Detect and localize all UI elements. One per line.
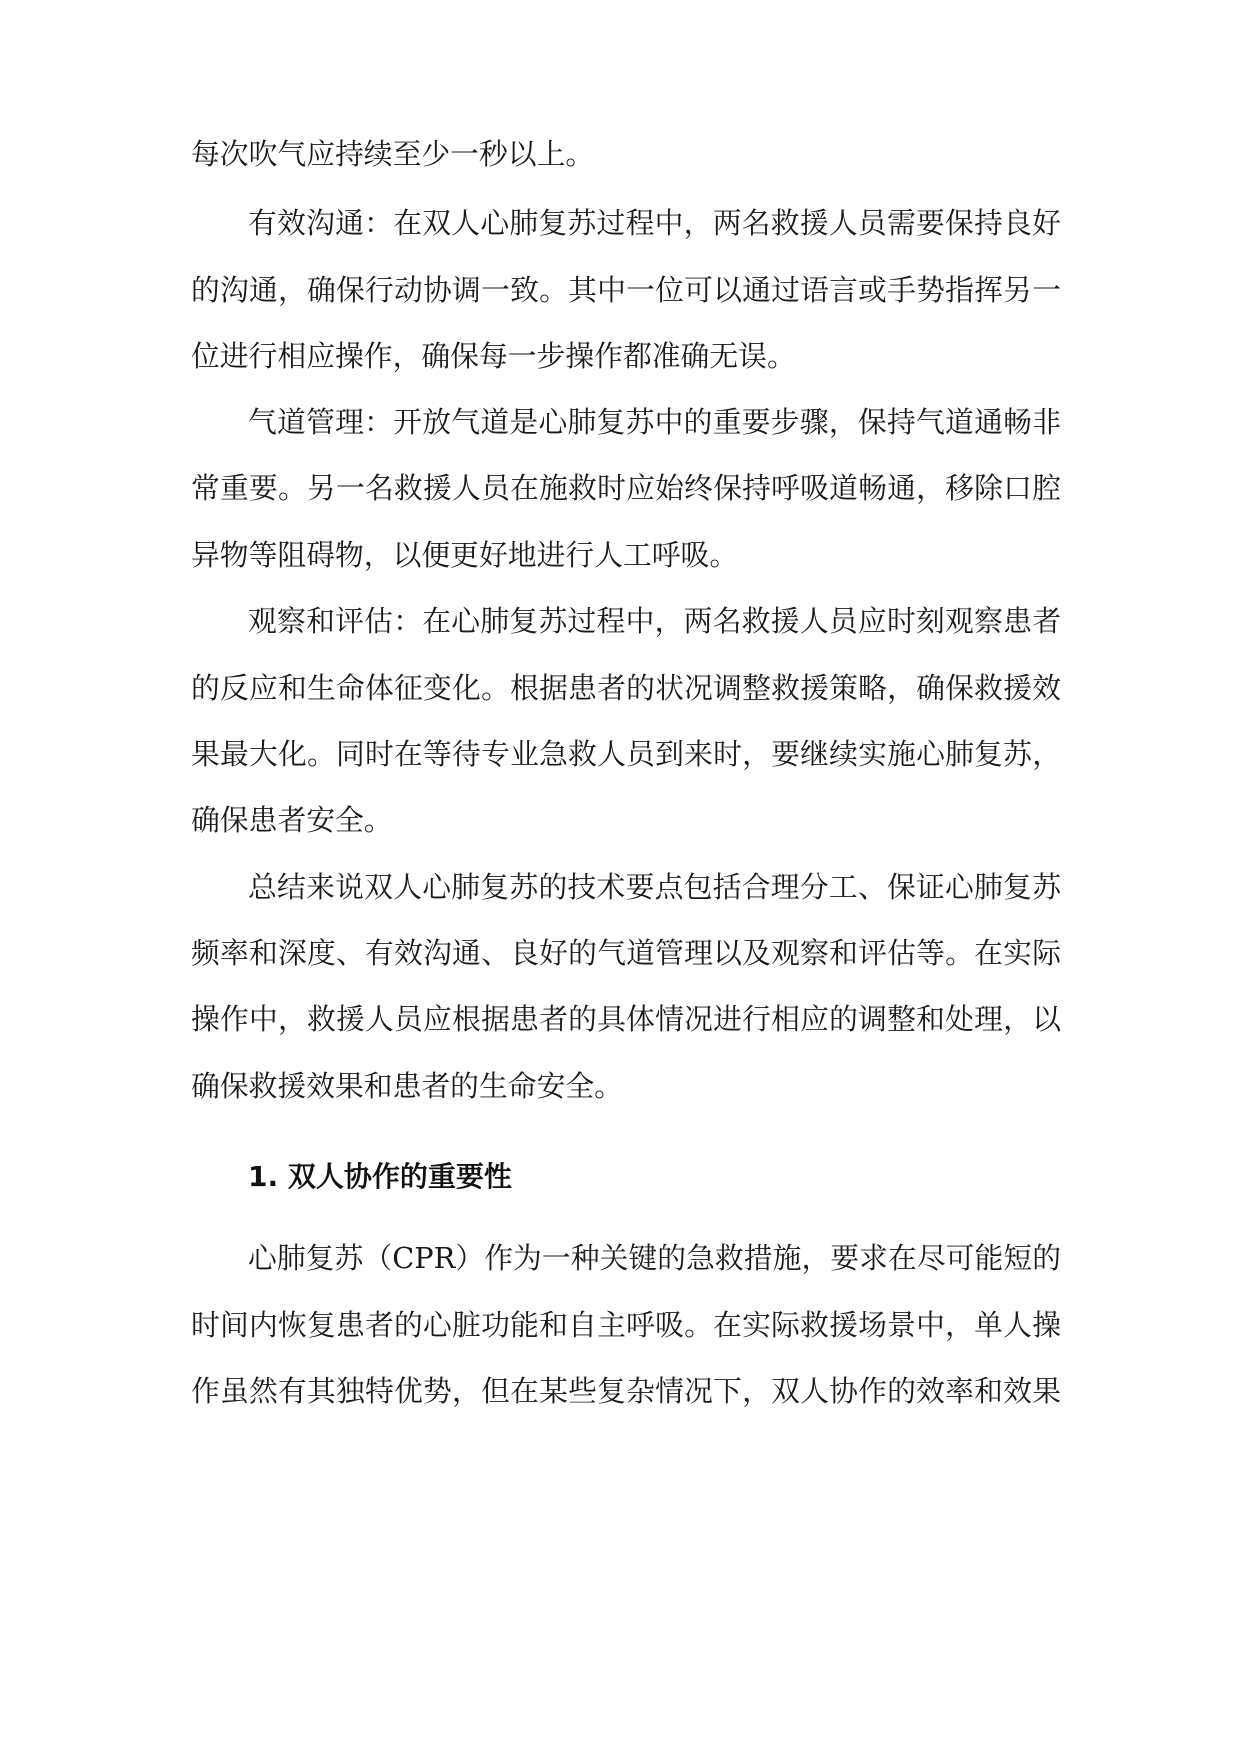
paragraph-line: 操作中，救援人员应根据患者的具体情况进行相应的调整和处理，以 xyxy=(191,1002,1061,1036)
section-heading: 1. 双人协作的重要性 xyxy=(248,1160,512,1193)
paragraph-line: 的反应和生命体征变化。根据患者的状况调整救援策略，确保救援效 xyxy=(191,671,1061,705)
paragraph-line: 位进行相应操作，确保每一步操作都准确无误。 xyxy=(191,339,796,373)
paragraph-line: 确保救援效果和患者的生命安全。 xyxy=(191,1069,623,1103)
paragraph-line: 气道管理：开放气道是心肺复苏中的重要步骤，保持气道通畅非 xyxy=(248,405,1061,439)
paragraph-line: 每次吹气应持续至少一秒以上。 xyxy=(191,137,595,171)
paragraph-line: 频率和深度、有效沟通、良好的气道管理以及观察和评估等。在实际 xyxy=(191,936,1061,970)
paragraph-line: 有效沟通：在双人心肺复苏过程中，两名救援人员需要保持良好 xyxy=(248,206,1061,240)
paragraph-line: 异物等阻碍物，以便更好地进行人工呼吸。 xyxy=(191,538,739,572)
paragraph-line: 确保患者安全。 xyxy=(191,803,393,837)
paragraph-line: 作虽然有其独特优势，但在某些复杂情况下，双人协作的效率和效果 xyxy=(191,1374,1061,1408)
paragraph-line: 的沟通，确保行动协调一致。其中一位可以通过语言或手势指挥另一 xyxy=(191,273,1061,307)
paragraph-line: 总结来说双人心肺复苏的技术要点包括合理分工、保证心肺复苏 xyxy=(248,870,1061,904)
paragraph-line: 常重要。另一名救援人员在施救时应始终保持呼吸道畅通，移除口腔 xyxy=(191,471,1061,505)
paragraph-line: 心肺复苏（CPR）作为一种关键的急救措施，要求在尽可能短的 xyxy=(248,1241,1061,1275)
paragraph-line: 观察和评估：在心肺复苏过程中，两名救援人员应时刻观察患者 xyxy=(248,604,1061,638)
paragraph-line: 果最大化。同时在等待专业急救人员到来时，要继续实施心肺复苏， xyxy=(191,737,1061,771)
paragraph-line: 时间内恢复患者的心脏功能和自主呼吸。在实际救援场景中，单人操 xyxy=(191,1308,1061,1342)
